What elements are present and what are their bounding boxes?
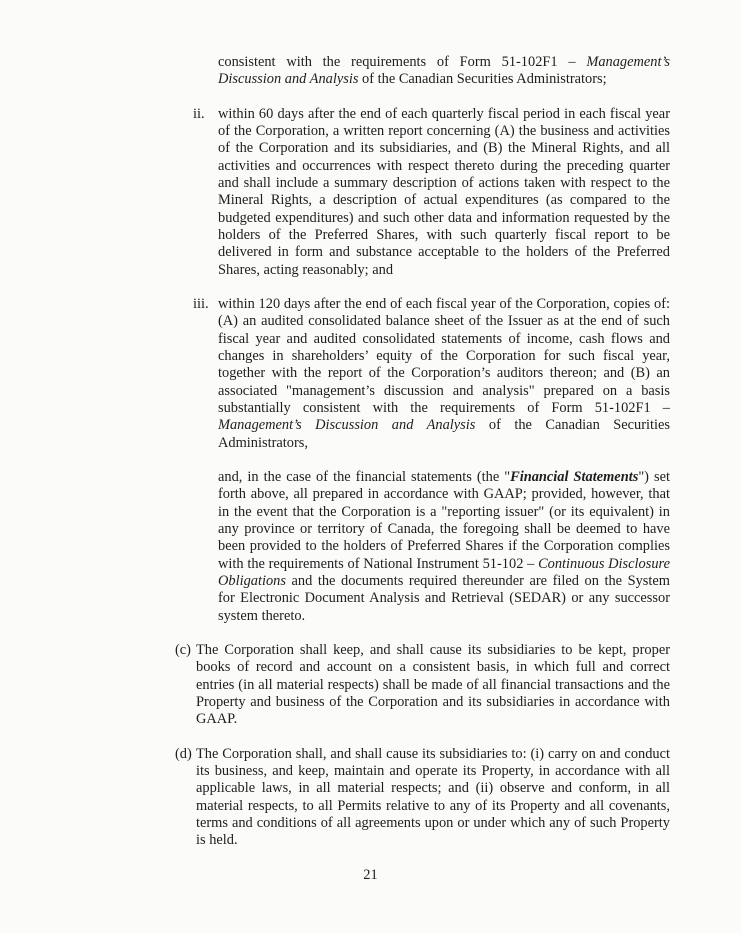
list-item-ii bbox=[193, 106, 670, 279]
paragraph-financial-statements: and, in the case of the financial statements (the "Financial Statements") set forth above, all prepared in accordance with GAAP; provided, however, that in the event that the Corporation is a "reporting issuer" (or its equivalent) in any province or territory of Canada, the foregoing shall be deemed to have been provided to the holders of Preferred Shares if the Corporation complies with the requirements of National Instrument 51-102 – Continuous Disclosure Obligations and the documents required thereunder are filed on the System for Electronic Document Analysis and Retrieval (SEDAR) or any successor system thereto. bbox=[218, 469, 670, 624]
list-item-c-text: The Corporation shall keep, and shall cause its subsidiaries to be kept, proper books of record and account on a consistent basis, in which full and correct entries (in all material respects) shall be made of all financial transactions and the Property and business of the Corporation and its subsidiaries in accordance with GAAP. bbox=[196, 642, 670, 728]
list-marker-ii: ii. bbox=[193, 105, 205, 122]
list-item-iii bbox=[193, 296, 670, 452]
paragraph-continuation-form-51-102f1: consistent with the requirements of Form 51-102F1 – Management’s Discussion and Analysis of the Canadian Securities Administrators; bbox=[218, 54, 670, 88]
list-item-ii-text: within 60 days after the end of each quarterly fiscal period in each fiscal year of the Corporation, a written report concerning (A) the business and activities of the Corporation and its subsidiaries, and (B) the Mineral Rights, and all activities and occurrences with respect thereto during the preceding quarter and shall include a summary description of actions taken with respect to the Mineral Rights, a description of actual expenditures (as compared to the budgeted expenditures) and such other data and information requested by the holders of the Preferred Shares, with such quarterly fiscal report to be delivered in form and substance acceptable to the holders of the Preferred Shares, acting reasonably; and bbox=[218, 105, 670, 278]
list-marker-d: (d) bbox=[175, 745, 192, 762]
list-marker-iii: iii. bbox=[193, 296, 209, 313]
list-item-d bbox=[175, 746, 670, 850]
list-item-c bbox=[175, 642, 670, 728]
list-item-iii-text: within 120 days after the end of each fiscal year of the Corporation, copies of: (A) an audited consolidated balance sheet of the Issuer as at the end of such fiscal year and audited consolidated statements of income, cash flows and changes in shareholders’ equity of the Corporation for such fiscal year, together with the report of the Corporation’s auditors thereon; and (B) an associated "management’s discussion and analysis" prepared on a basis substantially consistent with the requirements of Form 51-102F1 – Management’s Discussion and Analysis of the Canadian Securities Administrators, bbox=[218, 296, 670, 451]
list-marker-c: (c) bbox=[175, 642, 191, 659]
list-item-d-text: The Corporation shall, and shall cause its subsidiaries to: (i) carry on and conduct its business, and keep, maintain and operate its Property, in accordance with all applicable laws, in all material respects; and (ii) observe and conform, in all material respects, to all Permits relative to any of its Property and all covenants, terms and conditions of all agreements upon or under which any of such Property is held. bbox=[196, 745, 670, 849]
page-number: 21 bbox=[363, 866, 378, 883]
